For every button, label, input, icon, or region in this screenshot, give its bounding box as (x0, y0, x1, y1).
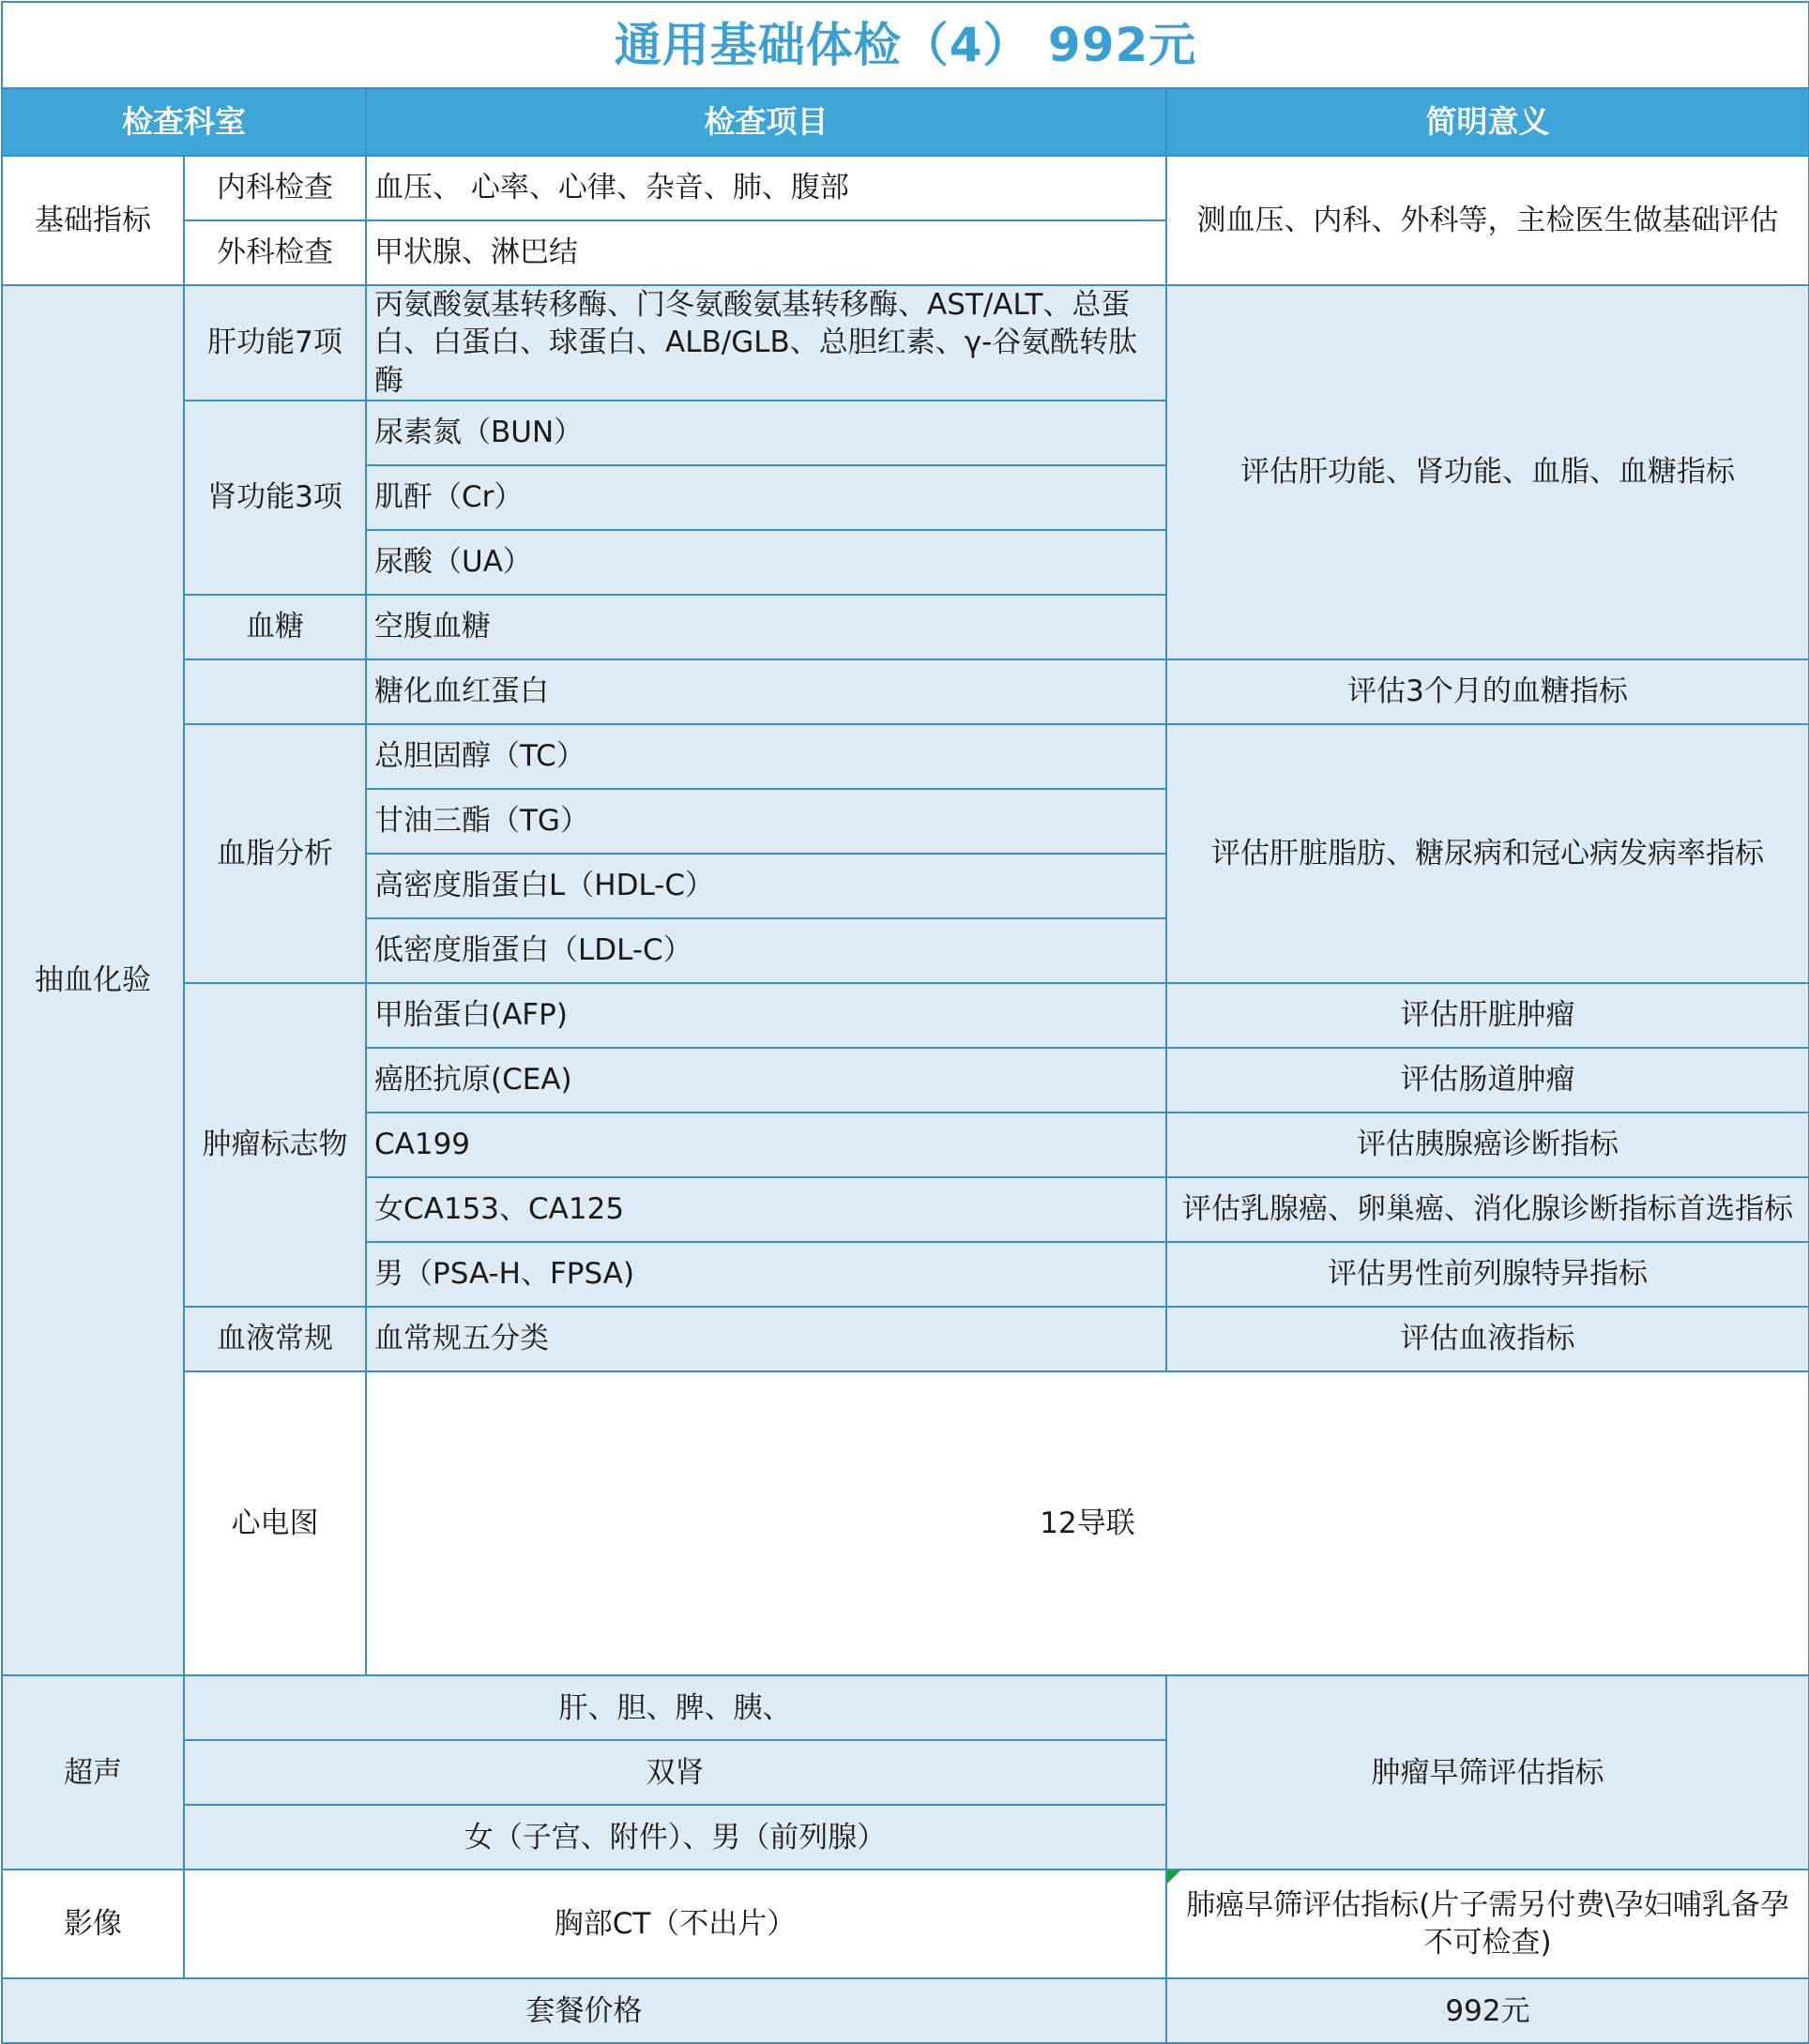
item-lipid-tc: 总胆固醇（TC） (366, 724, 1166, 789)
item-tumor-male: 男（PSA-H、FPSA) (366, 1242, 1166, 1307)
item-internal: 血压、 心率、心律、杂音、肺、腹部 (366, 156, 1166, 220)
category-imaging: 影像 (2, 1870, 184, 1978)
sub-surgical: 外科检查 (184, 220, 366, 285)
meaning-tumor-female: 评估乳腺癌、卵巢癌、消化腺诊断指标首选指标 (1166, 1177, 1809, 1242)
sub-internal: 内科检查 (184, 156, 366, 220)
table-row (2, 1371, 1809, 1675)
meaning-tumor-cea: 评估肠道肿瘤 (1166, 1048, 1809, 1113)
item-kidney-ua: 尿酸（UA） (366, 530, 1166, 595)
meaning-tumor-ca199: 评估胰腺癌诊断指标 (1166, 1113, 1809, 1177)
header-dept: 检查科室 (2, 88, 366, 156)
meaning-tumor-male: 评估男性前列腺特异指标 (1166, 1242, 1809, 1307)
item-ultrasound-abdomen: 肝、胆、脾、胰、 (184, 1675, 1166, 1740)
sub-lipid: 血脂分析 (184, 724, 366, 983)
item-tumor-female: 女CA153、CA125 (366, 1177, 1166, 1242)
sub-tumor: 肿瘤标志物 (184, 983, 366, 1307)
item-tumor-cea: 癌胚抗原(CEA) (366, 1048, 1166, 1113)
sub-glucose: 血糖 (184, 595, 366, 659)
item-tumor-ca199: CA199 (366, 1113, 1166, 1177)
item-lipid-hdl: 高密度脂蛋白L（HDL-C） (366, 854, 1166, 918)
header-items: 检查项目 (366, 88, 1166, 156)
price-value: 992元 (1166, 1978, 1809, 2043)
header-meaning: 简明意义 (1166, 88, 1809, 156)
category-blood: 抽血化验 (2, 285, 184, 1675)
category-ultrasound: 超声 (2, 1675, 184, 1870)
meaning-tumor-afp: 评估肝脏肿瘤 (1166, 983, 1809, 1048)
table-row (2, 724, 1809, 789)
item-ecg: 12导联 (366, 1371, 1809, 1675)
table-row (2, 1307, 1809, 1371)
table-row (2, 983, 1809, 1048)
item-surgical: 甲状腺、淋巴结 (366, 220, 1166, 285)
item-lipid-tg: 甘油三酯（TG） (366, 789, 1166, 854)
item-kidney-bun: 尿素氮（BUN） (366, 401, 1166, 465)
item-cbc: 血常规五分类 (366, 1307, 1166, 1371)
item-glucose: 空腹血糖 (366, 595, 1166, 659)
meaning-cbc: 评估血液指标 (1166, 1307, 1809, 1371)
sub-liver: 肝功能7项 (184, 285, 366, 401)
exam-package-table (1, 1, 1809, 2044)
page-title: 通用基础体检（4） 992元 (2, 2, 1809, 88)
price-row (2, 1978, 1809, 2043)
meaning-ultrasound: 肿瘤早筛评估指标 (1166, 1675, 1809, 1870)
sub-kidney: 肾功能3项 (184, 401, 366, 595)
item-lipid-ldl: 低密度脂蛋白（LDL-C） (366, 918, 1166, 983)
item-ultrasound-pelvic: 女（子宫、附件）、男（前列腺） (184, 1805, 1166, 1870)
table-row (2, 659, 1809, 724)
meaning-hba1c: 评估3个月的血糖指标 (1166, 659, 1809, 724)
header-row (2, 88, 1809, 156)
meaning-imaging: 肺癌早筛评估指标(片子需另付费\孕妇哺乳备孕不可检查) (1166, 1870, 1809, 1978)
meaning-blood-group: 评估肝功能、肾功能、血脂、血糖指标 (1166, 285, 1809, 659)
table-row (2, 285, 1809, 401)
table-row (2, 1675, 1809, 1740)
sub-cbc: 血液常规 (184, 1307, 366, 1371)
item-kidney-cr: 肌酐（Cr） (366, 465, 1166, 530)
item-liver: 丙氨酸氨基转移酶、门冬氨酸氨基转移酶、AST/ALT、总蛋白、白蛋白、球蛋白、ALB/GLB、总胆红素、γ-谷氨酰转肽酶 (366, 285, 1166, 401)
category-basic: 基础指标 (2, 156, 184, 285)
item-ultrasound-kidney: 双肾 (184, 1740, 1166, 1805)
table-row (2, 1870, 1809, 1978)
price-label: 套餐价格 (2, 1978, 1166, 2043)
meaning-lipid: 评估肝脏脂肪、糖尿病和冠心病发病率指标 (1166, 724, 1809, 983)
meaning-basic: 测血压、内科、外科等，主检医生做基础评估 (1166, 156, 1809, 285)
table-row (2, 156, 1809, 220)
item-tumor-afp: 甲胎蛋白(AFP) (366, 983, 1166, 1048)
item-imaging: 胸部CT（不出片） (184, 1870, 1166, 1978)
item-hba1c: 糖化血红蛋白 (366, 659, 1166, 724)
category-ecg: 心电图 (184, 1371, 366, 1675)
sub-empty (184, 659, 366, 724)
